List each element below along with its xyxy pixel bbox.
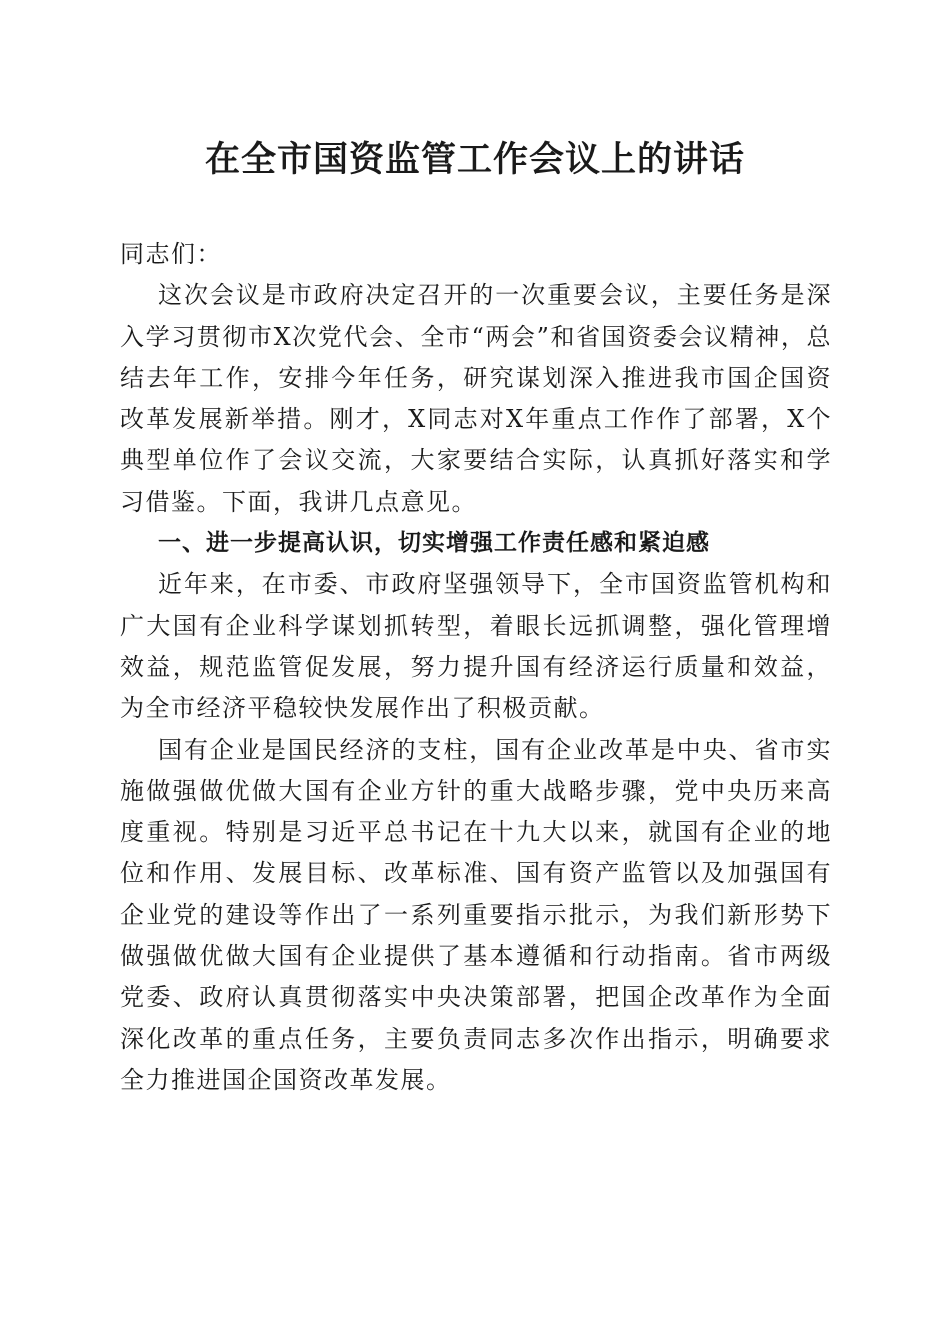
salutation: 同志们： [120,240,222,268]
section1-paragraph-2: 国有企业是国民经济的支柱，国有企业改革是中央、省市实施做强做优做大国有企业方针的重大战略步骤，党中央历来高度重视。特别是习近平总书记在十九大以来，就国有企业的地位和作用、发展目标、改革标准、国有资产监管以及加强国有企业党的建设等作出了一系列重要指示批示，为我们新形势下做强做优做大国有企业提供了基本遵循和行动指南。省市两级党委、政府认真贯彻落实中央决策部署，把国企改革作为全面深化改革的重点任务，主要负责同志多次作出指示，明确要求全力推进国企国资改革发展。 [120,735,832,1094]
section1-paragraph-1: 近年来，在市委、市政府坚强领导下，全市国资监管机构和广大国有企业科学谋划抓转型，着眼长远抓调整，强化管理增效益，规范监管促发展，努力提升国有经济运行质量和效益，为全市经济平稳较快发展作出了积极贡献。 [120,570,832,723]
intro-paragraph: 这次会议是市政府决定召开的一次重要会议，主要任务是深入学习贯彻市X次党代会、全市“两会”和省国资委会议精神，总结去年工作，安排今年任务，研究谋划深入推进我市国企国资改革发展新举措。刚才，X同志对X年重点工作作了部署，X个典型单位作了会议交流，大家要结合实际，认真抓好落实和学习借鉴。下面，我讲几点意见。 [120,281,832,516]
section-heading-1: 一、进一步提高认识，切实增强工作责任感和紧迫感 [158,530,710,557]
document-body [120,234,832,1101]
document-title: 在全市国资监管工作会议上的讲话 [204,140,745,180]
